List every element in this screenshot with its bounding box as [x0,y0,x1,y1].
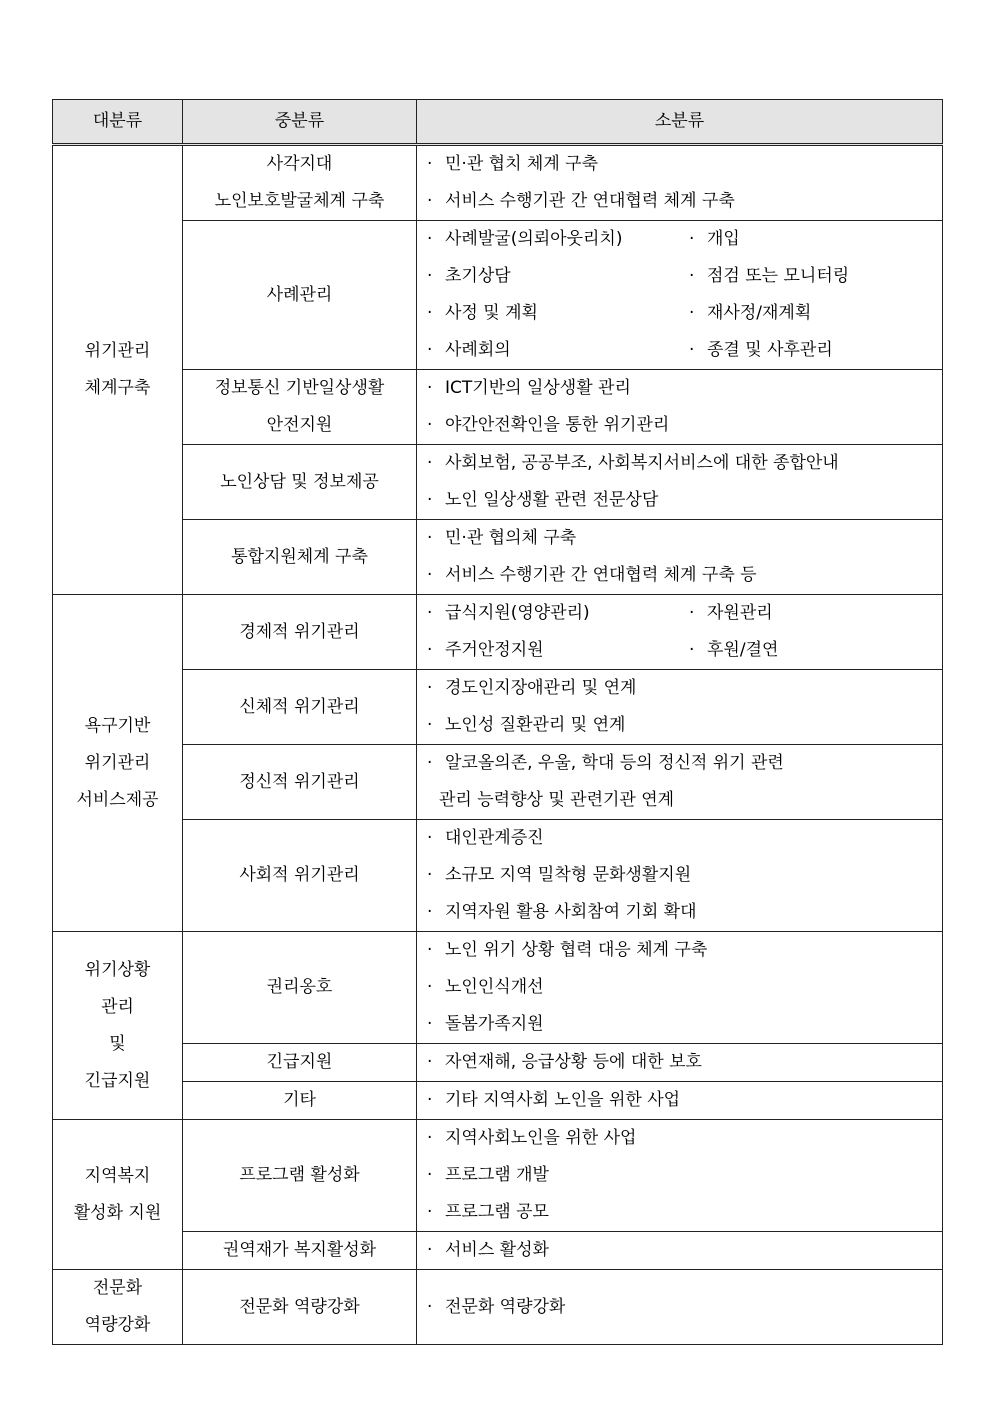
mid-category-line: 안전지원 [266,415,333,435]
minor-item [689,595,773,632]
minor-item [427,670,942,707]
bullet-mark: · [427,191,433,211]
mid-category-cell [183,370,417,445]
bullet-mark: · [427,340,433,360]
major-category-line: 체계구축 [84,378,151,398]
minor-category-cell [417,820,943,932]
mid-category-line: 정신적 위기관리 [239,771,360,792]
table-row [53,370,943,445]
bullet-mark: · [427,453,433,473]
major-category-cell [53,1270,183,1345]
bullet-mark: · [427,565,433,585]
bullet-mark: · [427,490,433,510]
mid-category-cell [183,1120,417,1232]
minor-item [427,146,942,183]
header-row [53,100,943,145]
table-row [53,1120,943,1232]
minor-item [427,632,689,669]
major-category-line: 관리 [101,996,134,1017]
major-category-line: 지역복지 [84,1165,151,1186]
item-text: 재사정/재계획 [707,303,812,323]
major-category-cell [53,145,183,595]
minor-item [427,258,689,295]
minor-item-left [427,295,689,332]
item-text: 서비스 수행기관 간 연대협력 체계 구축 [445,191,735,211]
major-category-line: 긴급지원 [84,1070,151,1091]
bullet-mark: · [689,266,695,286]
minor-item [427,894,942,931]
item-text: ICT기반의 일상생활 관리 [445,378,631,398]
minor-item-left [427,221,689,258]
item-text: 프로그램 개발 [445,1165,549,1185]
item-text: 지역사회노인을 위한 사업 [445,1128,637,1148]
mid-category-line: 신체적 위기관리 [239,696,360,717]
item-text: 야간안전확인을 통한 위기관리 [445,415,670,435]
bullet-mark: · [427,229,433,249]
table-row [53,145,943,221]
item-text: 지역자원 활용 사회참여 기회 확대 [445,902,697,922]
table-row [53,1082,943,1120]
major-category-line: 역량강화 [84,1315,151,1335]
header-minor: 소분류 [417,100,943,145]
header-major: 대분류 [53,100,183,145]
item-text: 돌봄가족지원 [445,1014,544,1034]
table-row [53,1044,943,1082]
bullet-mark: · [427,528,433,548]
item-text: 기타 지역사회 노인을 위한 사업 [445,1090,681,1110]
major-category-line: 위기관리 [84,752,151,773]
bullet-mark: · [427,415,433,435]
mid-category-cell [183,670,417,745]
mid-category-line: 경제적 위기관리 [239,621,360,642]
table-row [53,745,943,820]
minor-item [427,969,942,1006]
minor-item-pair [427,258,942,295]
minor-category-cell [417,445,943,520]
mid-category-line: 프로그램 활성화 [239,1165,360,1185]
mid-category-cell [183,1082,417,1120]
mid-category-cell [183,221,417,370]
item-text: 종결 및 사후관리 [707,340,833,360]
minor-item [427,1082,942,1119]
mid-category-line: 권리옹호 [266,977,333,997]
minor-item [427,557,942,594]
bullet-mark: · [689,229,695,249]
item-text: 자연재해, 응급상황 등에 대한 보호 [445,1052,702,1072]
bullet-mark: · [427,1128,433,1148]
bullet-mark: · [427,378,433,398]
major-category-cell [53,595,183,932]
item-text: 경도인지장애관리 및 연계 [445,678,637,698]
minor-item [427,407,942,444]
table-row [53,595,943,670]
bullet-mark: · [689,303,695,323]
table-row [53,820,943,932]
bullet-mark: · [689,340,695,360]
mid-category-cell [183,745,417,820]
item-text: 개입 [707,229,740,249]
minor-item-right [689,295,811,332]
minor-item [427,745,942,782]
minor-item [427,595,689,632]
bullet-mark: · [427,1165,433,1185]
item-text: 후원/결연 [707,640,779,660]
bullet-mark: · [427,603,433,623]
item-text: 대인관계증진 [445,828,544,848]
table-row [53,520,943,595]
item-text: 주거안정지원 [445,640,544,660]
minor-item-right [689,221,740,258]
item-text: 서비스 활성화 [445,1240,549,1260]
bullet-mark: · [689,603,695,623]
minor-item [427,857,942,894]
table-row [53,1232,943,1270]
mid-category-line: 정보통신 기반일상생활 [214,378,385,398]
mid-category-line: 사각지대 [266,154,333,174]
mid-category-line: 노인상담 및 정보제공 [220,471,379,492]
bullet-mark: · [427,940,433,960]
item-text: 노인 위기 상황 협력 대응 체계 구축 [445,940,708,960]
minor-item-pair [427,595,942,632]
minor-item [427,520,942,557]
minor-category-cell [417,1120,943,1232]
minor-item-pair [427,332,942,369]
minor-item-right [689,632,778,669]
minor-category-cell [417,520,943,595]
item-text: 민·관 협치 체계 구축 [445,154,598,174]
bullet-mark: · [427,828,433,848]
mid-category-line: 사회적 위기관리 [239,865,360,885]
minor-item [689,258,849,295]
item-text: 민·관 협의체 구축 [445,528,577,548]
item-text: 소규모 지역 밀착형 문화생활지원 [445,865,692,885]
minor-item [427,332,689,369]
minor-category-cell [417,932,943,1044]
item-text: 사례회의 [445,340,511,360]
minor-item [427,445,942,482]
bullet-mark: · [427,154,433,174]
mid-category-cell [183,932,417,1044]
major-category-line: 서비스제공 [76,789,159,810]
mid-category-line: 사례관리 [266,284,333,305]
minor-item [689,332,833,369]
minor-item [427,1120,942,1157]
item-text: 노인성 질환관리 및 연계 [445,715,626,735]
minor-category-cell [417,670,943,745]
item-text: 사정 및 계획 [445,303,538,323]
minor-item-left [427,332,689,369]
major-category-line: 및 [109,1033,126,1054]
minor-item [427,707,942,744]
minor-item-right [689,332,833,369]
mid-category-line: 통합지원체계 구축 [231,546,368,567]
minor-item [427,370,942,407]
minor-item-left [427,258,689,295]
bullet-mark: · [427,1202,433,1222]
mid-category-cell [183,445,417,520]
minor-item [427,1044,942,1081]
bullet-mark: · [427,715,433,735]
mid-category-cell [183,145,417,221]
minor-item-pair [427,221,942,258]
bullet-mark: · [427,1240,433,1260]
minor-item [427,932,942,969]
item-text: 노인인식개선 [445,977,544,997]
minor-item [427,482,942,519]
minor-item [427,820,942,857]
minor-item [427,1194,942,1231]
mid-category-line: 기타 [283,1090,316,1110]
major-category-line: 전문화 [92,1278,143,1298]
minor-item [427,1289,942,1326]
bullet-mark: · [427,753,433,773]
classification-table [52,99,943,1345]
major-category-cell [53,1120,183,1270]
minor-item [427,221,689,258]
table-row [53,670,943,745]
minor-item [427,1006,942,1043]
item-text: 자원관리 [707,603,773,623]
bullet-mark: · [427,1090,433,1110]
item-text: 점검 또는 모니터링 [707,266,850,286]
header-mid: 중분류 [183,100,417,145]
minor-item-pair [427,632,942,669]
mid-category-line: 권역재가 복지활성화 [222,1240,377,1260]
bullet-mark: · [427,1014,433,1034]
major-category-line: 활성화 지원 [73,1202,162,1223]
bullet-mark: · [427,640,433,660]
minor-item-right [689,258,849,295]
major-category-line: 위기상황 [84,959,151,980]
mid-category-line: 노인보호발굴체계 구축 [214,191,385,211]
minor-item [689,632,778,669]
bullet-mark: · [427,1296,433,1317]
mid-category-cell [183,595,417,670]
minor-category-cell [417,370,943,445]
item-text: 알코올의존, 우울, 학대 등의 정신적 위기 관련 [445,753,784,773]
item-text: 급식지원(영양관리) [445,603,590,623]
bullet-mark: · [689,640,695,660]
item-text: 사례발굴(의뢰아웃리치) [445,229,623,249]
minor-category-cell [417,1044,943,1082]
item-text: 초기상담 [445,266,511,286]
bullet-mark: · [427,678,433,698]
mid-category-cell [183,520,417,595]
minor-item [689,295,811,332]
mid-category-cell [183,820,417,932]
table-row [53,932,943,1044]
bullet-mark: · [427,865,433,885]
table-row [53,1270,943,1345]
minor-item-continuation: 관리 능력향상 및 관련기관 연계 [439,790,675,810]
major-category-line: 위기관리 [84,341,151,361]
mid-category-cell [183,1044,417,1082]
bullet-mark: · [427,977,433,997]
minor-item-pair [427,295,942,332]
minor-item [427,1232,942,1269]
item-text: 사회보험, 공공부조, 사회복지서비스에 대한 종합안내 [445,453,839,473]
mid-category-line: 전문화 역량강화 [239,1296,360,1317]
major-category-line: 욕구기반 [84,715,151,736]
bullet-mark: · [427,1052,433,1072]
bullet-mark: · [427,266,433,286]
minor-item [427,183,942,220]
minor-category-cell [417,745,943,820]
minor-category-cell [417,1082,943,1120]
minor-item-right [689,595,773,632]
bullet-mark: · [427,902,433,922]
minor-category-cell [417,145,943,221]
minor-category-cell [417,595,943,670]
minor-item [689,221,740,258]
minor-item [427,1157,942,1194]
item-text: 노인 일상생활 관련 전문상담 [445,490,659,510]
bullet-mark: · [427,303,433,323]
minor-item-left [427,632,689,669]
minor-item [427,295,689,332]
mid-category-line: 긴급지원 [266,1052,333,1072]
minor-category-cell [417,1232,943,1270]
item-text: 전문화 역량강화 [445,1296,566,1317]
minor-item-left [427,595,689,632]
mid-category-cell [183,1232,417,1270]
minor-category-cell [417,1270,943,1345]
major-category-cell [53,932,183,1120]
minor-category-cell [417,221,943,370]
table-row [53,445,943,520]
mid-category-cell [183,1270,417,1345]
item-text: 프로그램 공모 [445,1202,549,1222]
item-text: 서비스 수행기관 간 연대협력 체계 구축 등 [445,565,757,585]
table-row [53,221,943,370]
